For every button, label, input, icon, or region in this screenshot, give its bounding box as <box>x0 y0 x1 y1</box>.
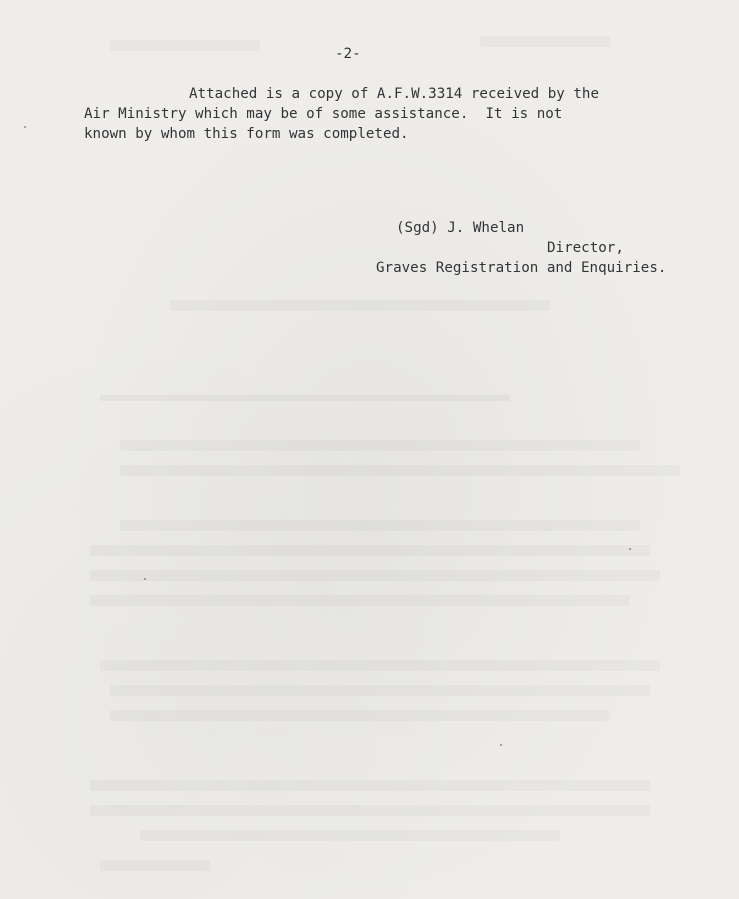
paper-speck <box>144 578 146 580</box>
signature-name: (Sgd) J. Whelan <box>396 220 525 236</box>
paper-speck <box>629 548 631 550</box>
signature-title: Director, <box>547 240 624 256</box>
signature-organization: Graves Registration and Enquiries. <box>376 260 667 276</box>
body-line-3: known by whom this form was completed. <box>84 126 409 142</box>
body-line-2: Air Ministry which may be of some assistance. It is not <box>84 106 563 122</box>
paper-speck <box>500 744 502 746</box>
page-number: -2- <box>335 46 361 62</box>
paper-speck <box>24 126 26 128</box>
body-line-1: Attached is a copy of A.F.W.3314 received by the <box>189 86 599 102</box>
